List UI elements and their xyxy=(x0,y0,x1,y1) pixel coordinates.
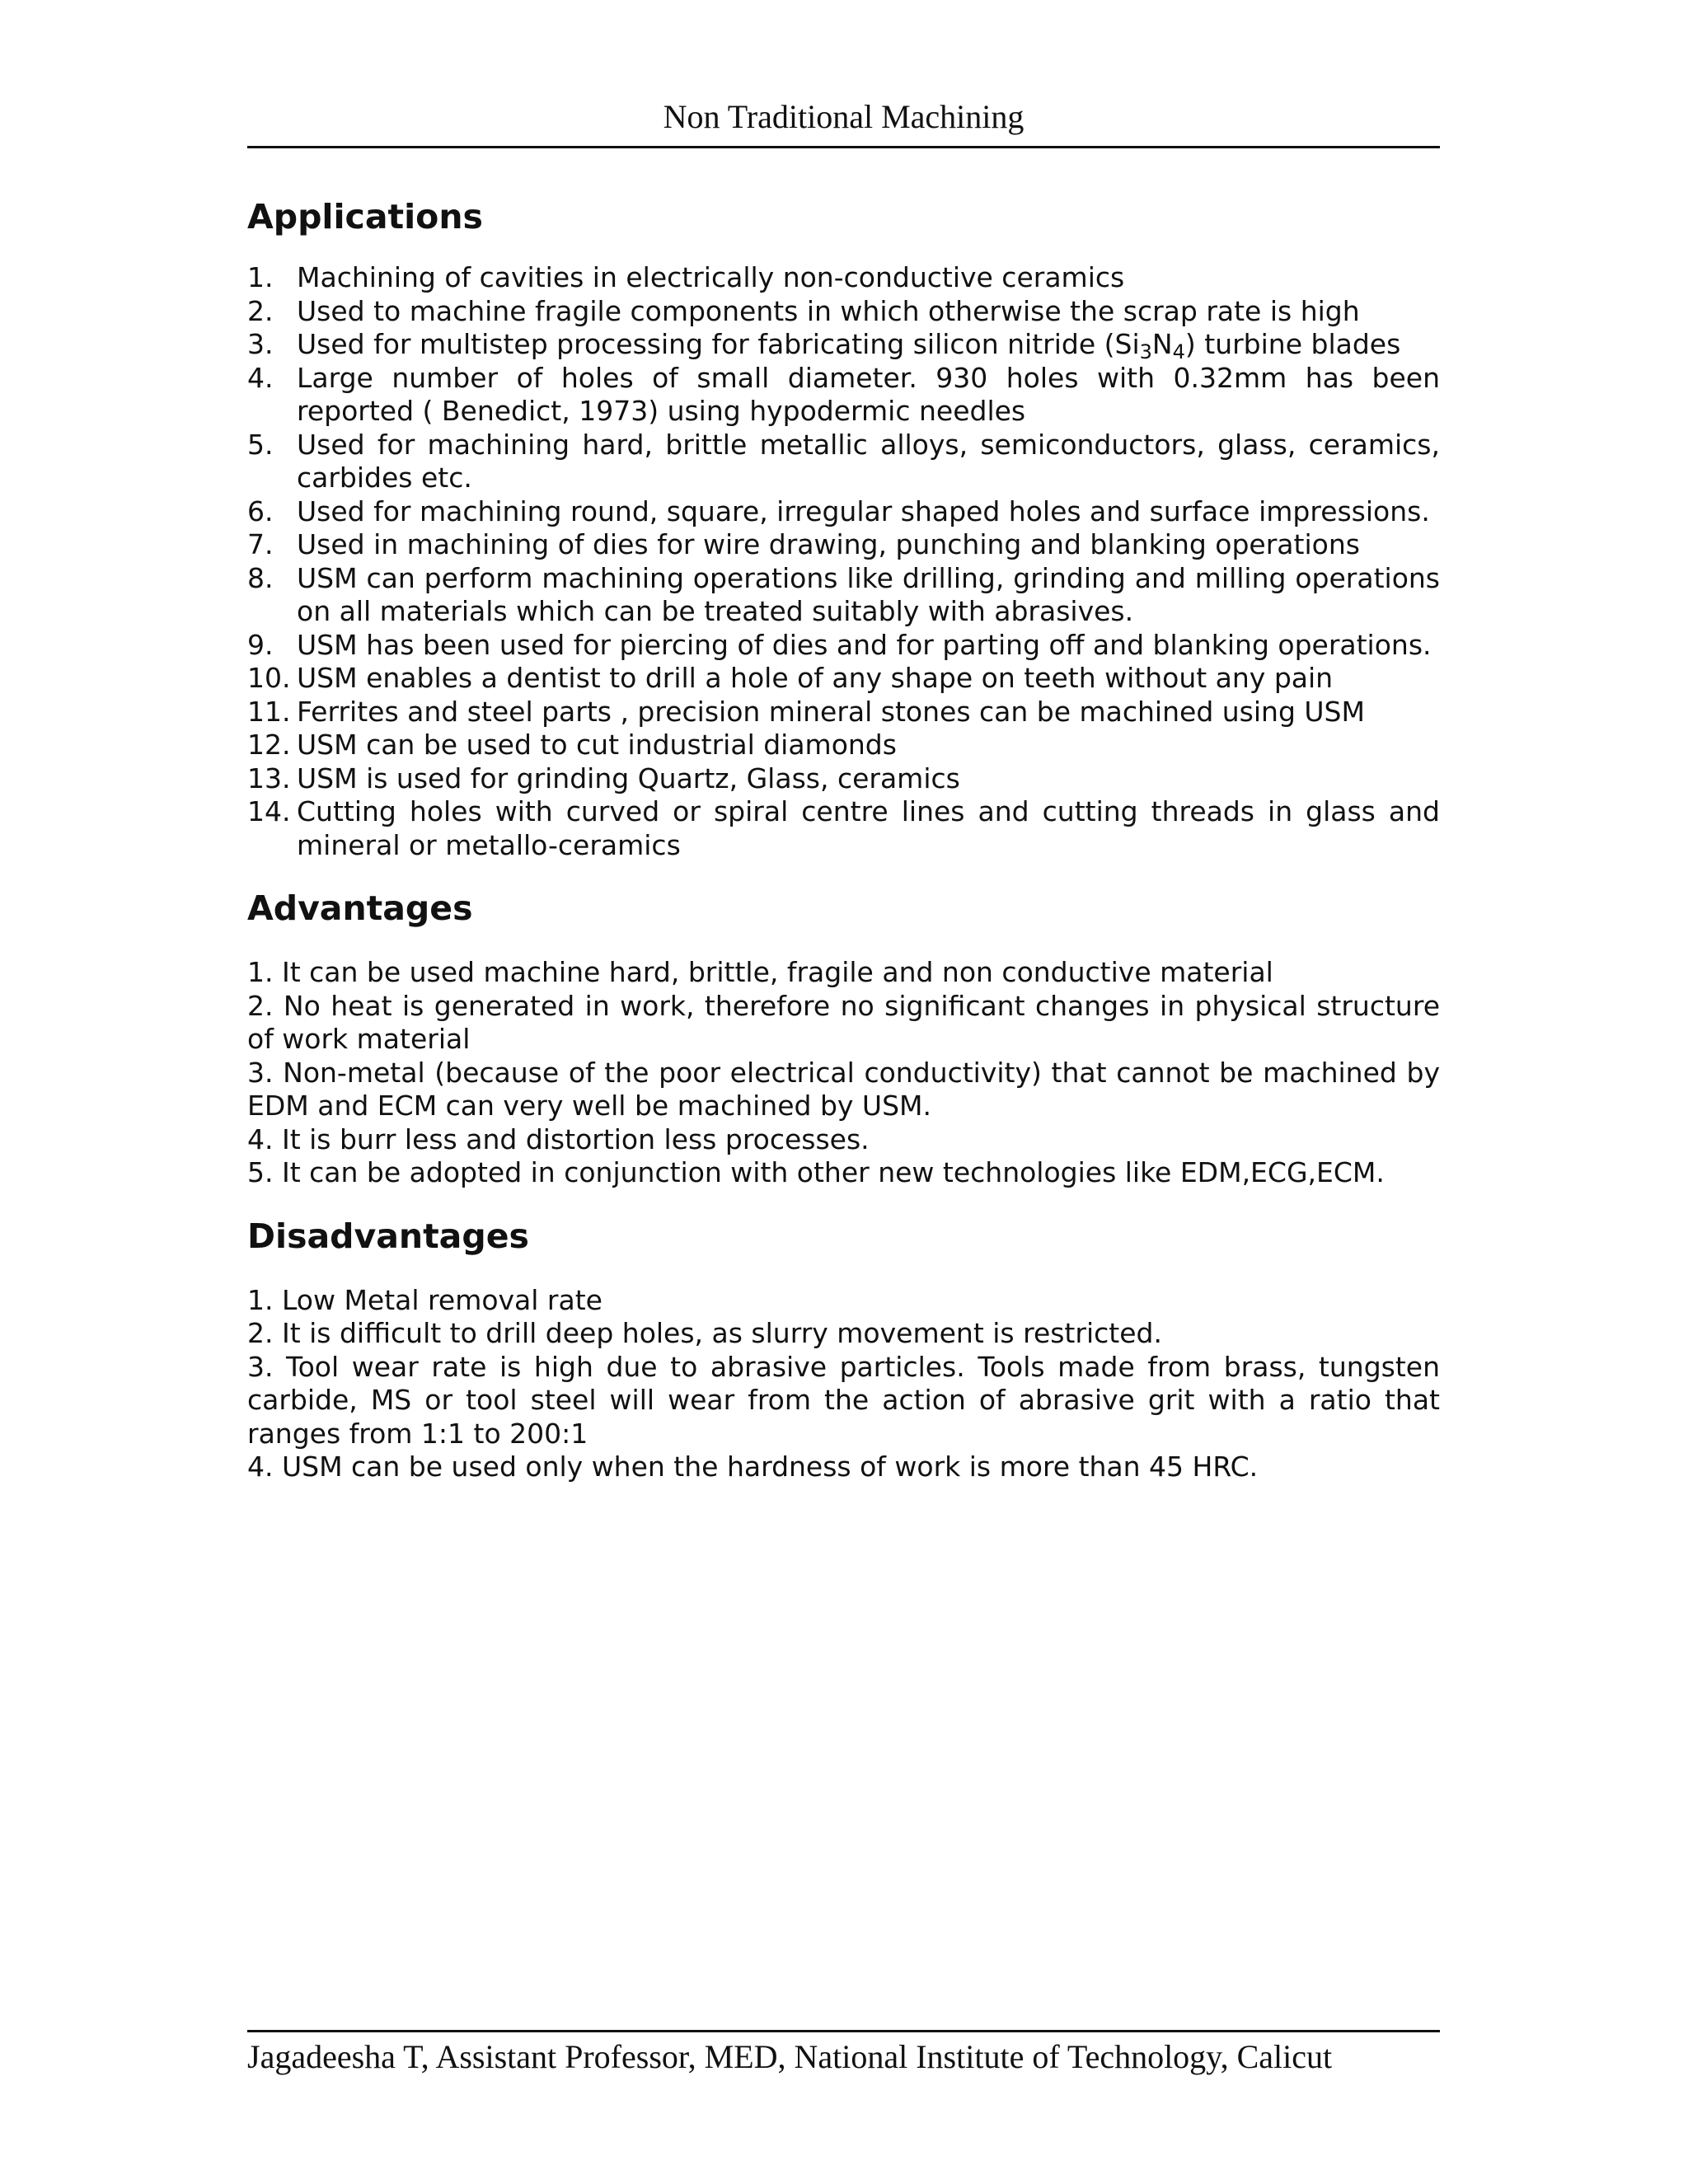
list-number: 8. xyxy=(247,561,274,594)
list-item xyxy=(247,295,1440,329)
advantages-list xyxy=(247,956,1440,1190)
list-number: 3. xyxy=(247,328,274,360)
list-text: Cutting holes with curved or spiral centre lines and cutting threads in glass and mineral or metallo-ceramics xyxy=(297,795,1440,861)
list-text: Machining of cavities in electrically non-conductive ceramics xyxy=(297,261,1125,293)
list-item xyxy=(247,562,1440,629)
list-text: USM has been used for piercing of dies and for parting off and blanking operations. xyxy=(297,628,1432,661)
list-item xyxy=(247,429,1440,495)
list-item: 2. It is difficult to drill deep holes, as slurry movement is restricted. xyxy=(247,1317,1162,1349)
page-footer: Jagadeesha T, Assistant Professor, MED, National Institute of Technology, Calicut xyxy=(247,2038,1333,2075)
list-item: 2. No heat is generated in work, therefore no significant changes in physical structure of work material xyxy=(247,989,1440,1055)
page-header-title: Non Traditional Machining xyxy=(663,98,1025,135)
list-number: 1. xyxy=(247,261,274,293)
list-number: 12. xyxy=(247,729,291,761)
disadvantages-list xyxy=(247,1284,1440,1484)
list-number: 9. xyxy=(247,628,274,661)
list-number: 4. xyxy=(247,361,274,394)
list-item: 5. It can be adopted in conjunction with other new technologies like EDM,ECG,ECM. xyxy=(247,1156,1385,1188)
list-text: Used for machining hard, brittle metallic alloys, semiconductors, glass, ceramics, carbides etc. xyxy=(297,428,1440,494)
applications-list xyxy=(247,261,1440,862)
list-number: 5. xyxy=(247,428,274,461)
text-fragment: Used for multistep processing for fabricating silicon nitride (Si xyxy=(297,328,1140,360)
list-number: 7. xyxy=(247,528,274,560)
footer-rule xyxy=(247,2030,1440,2032)
page-content xyxy=(247,192,1440,1484)
list-text: USM can be used to cut industrial diamonds xyxy=(297,729,897,761)
list-text: Used for machining round, square, irregular shaped holes and surface impressions. xyxy=(297,494,1430,527)
list-text xyxy=(297,328,1440,362)
subscript: 3 xyxy=(1139,340,1152,363)
list-number: 13. xyxy=(247,762,291,794)
list-item xyxy=(247,362,1440,429)
list-item xyxy=(247,729,1440,762)
list-item xyxy=(247,762,1440,796)
list-text: Ferrites and steel parts , precision mineral stones can be machined using USM xyxy=(297,695,1365,728)
header-rule xyxy=(247,146,1440,148)
text-fragment: ) turbine blades xyxy=(1184,328,1401,360)
list-text: Used in machining of dies for wire drawing, punching and blanking operations xyxy=(297,528,1360,560)
list-number: 11. xyxy=(247,695,291,728)
list-text: USM can perform machining operations like drilling, grinding and milling operations on all materials which can be treated suitably with abrasives. xyxy=(297,561,1440,627)
list-text: USM enables a dentist to drill a hole of any shape on teeth without any pain xyxy=(297,662,1334,694)
list-text: USM is used for grinding Quartz, Glass, ceramics xyxy=(297,762,960,794)
list-number: 14. xyxy=(247,795,291,827)
advantages-heading: Advantages xyxy=(247,888,473,928)
applications-heading: Applications xyxy=(247,197,483,237)
text-fragment: N xyxy=(1151,328,1173,360)
list-number: 2. xyxy=(247,294,274,327)
subscript: 4 xyxy=(1172,340,1185,363)
list-item xyxy=(247,696,1440,729)
disadvantages-heading: Disadvantages xyxy=(247,1216,529,1256)
list-item: 3. Non-metal (because of the poor electrical conductivity) that cannot be machined by EDM and ECM can very well be machined by USM. xyxy=(247,1056,1440,1122)
list-item xyxy=(247,261,1440,295)
list-item: 3. Tool wear rate is high due to abrasive particles. Tools made from brass, tungsten carbide, MS or tool steel will wear from the action of abrasive grit with a ratio that ranges from 1:1 to 200:1 xyxy=(247,1350,1440,1450)
list-item: 4. It is burr less and distortion less processes. xyxy=(247,1122,870,1155)
list-item xyxy=(247,629,1440,663)
list-text: Used to machine fragile components in which otherwise the scrap rate is high xyxy=(297,294,1360,327)
list-item xyxy=(247,328,1440,362)
list-item: 1. It can be used machine hard, brittle, fragile and non conductive material xyxy=(247,956,1273,988)
list-item xyxy=(247,495,1440,529)
list-text: Large number of holes of small diameter. 930 holes with 0.32mm has been reported ( Benedict, 1973) using hypodermic needles xyxy=(297,361,1440,427)
list-item: 4. USM can be used only when the hardness of work is more than 45 HRC. xyxy=(247,1451,1259,1483)
list-number: 10. xyxy=(247,662,291,694)
list-number: 6. xyxy=(247,494,274,527)
list-item xyxy=(247,528,1440,562)
list-item xyxy=(247,662,1440,696)
list-item: 1. Low Metal removal rate xyxy=(247,1283,603,1316)
list-item xyxy=(247,795,1440,862)
